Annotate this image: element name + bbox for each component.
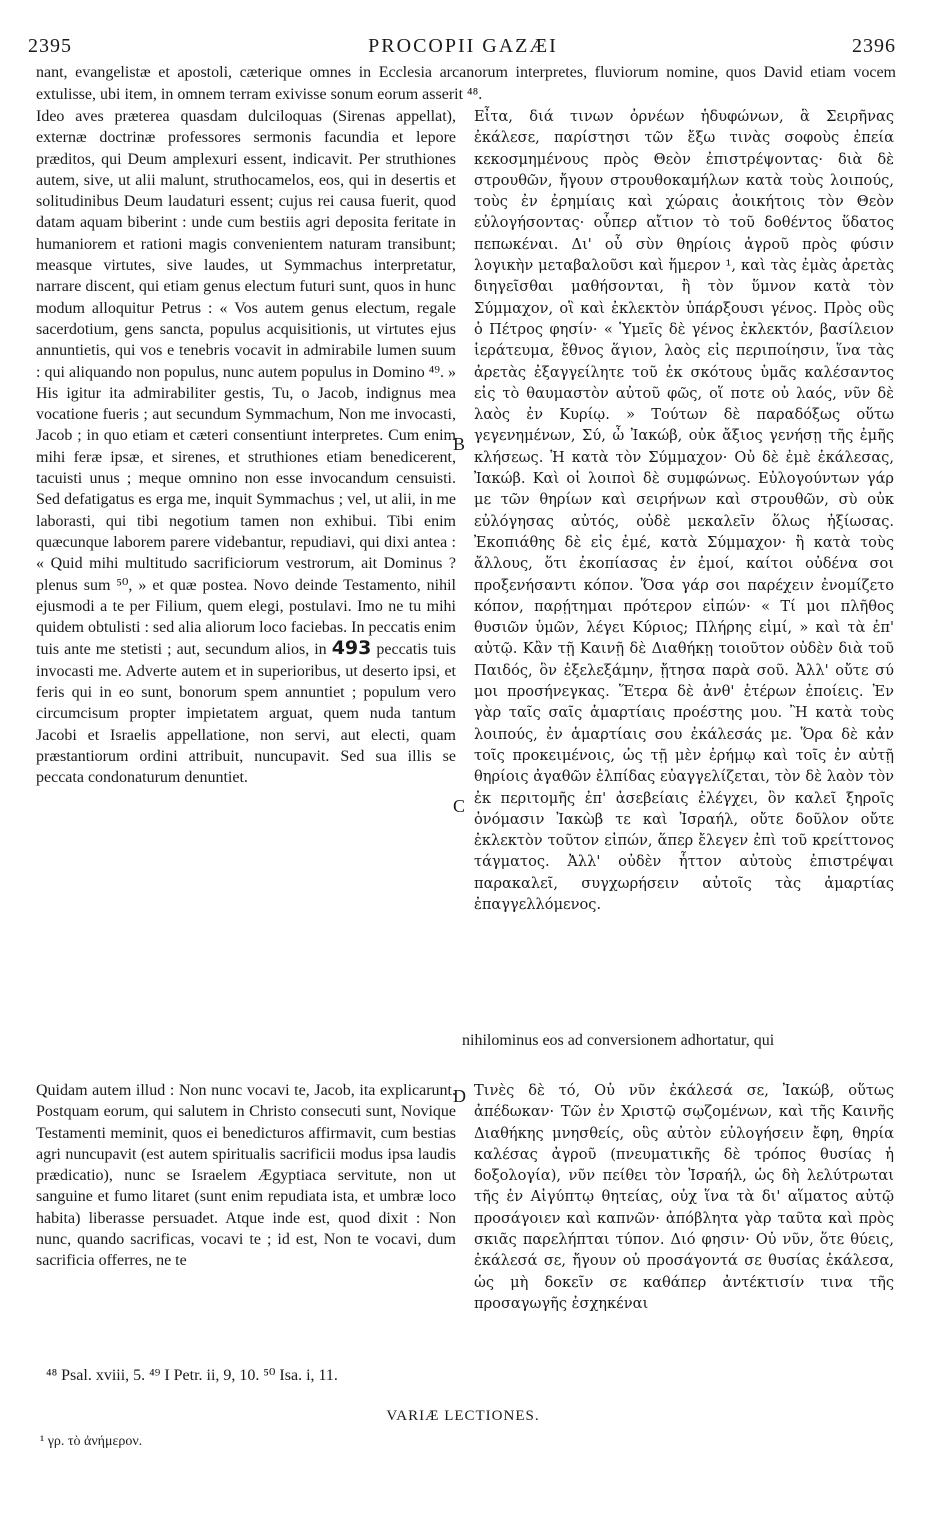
latin-column-block-1 — [36, 106, 456, 789]
margin-letter-b: B — [453, 434, 466, 454]
variae-lectiones-note: ¹ γρ. τὸ ἀνήμερον. — [40, 1434, 143, 1449]
top-full-width-text: nant, evangelistæ et apostoli, cæterique omnes in Ecclesia arcanorum interpretes, fluviorum nomine, quos David etiam vocem extulisse, ubi item, in omnem terram exivisse sonum eorum asserit ⁴⁸. — [36, 64, 896, 103]
margin-letter-d: D — [453, 1086, 466, 1106]
footnotes: ⁴⁸ Psal. xviii, 5. ⁴⁹ I Petr. ii, 9, 10. ⁵⁰ Isa. i, 11. — [46, 1367, 338, 1384]
latin-column-block-2: Quidam autem illud : Non nunc vocavi te, Jacob, ita explicarunt. Postquam eorum, qui salutem in Christo consecuti sunt, Novique Testamenti meminit, quos ei benedicturos affirmavit, cum bestias agri nuncupavit (est autem spiritualis sacrificii modus ipsa laudis prædicatio), nunc se Israelem Ægyptiaca servitute, non ut sanguine et fumo litaret (sunt enim repudiata ista, et umbræ loco habita) liberasse persuadet. Atque inde est, quod dixit : Non nunc, quando sacrificas, vocavi te ; id est, Non te vocavi, dum sacrificia offerres, ne te — [36, 1082, 456, 1270]
migne-page-marker: 493 — [331, 637, 372, 660]
latin-paragraph-1: Ideo aves præterea quasdam dulciloquas (Sirenas appellat), externæ doctrinæ professores sermonis facundia et lepore præditos, qui Deum amplexuri essent, indicavit. Per struthiones autem, sive, ut alii malunt, struthocamelos, eos, qui in desertis et solitudinibus Deum laudaturi essent; cujus rei causa fuerit, quod datam aquam biberint : unde cum bestiis agri deposita feritate in humaniorem et rationi magis convenientem naturam transibunt; measque virtutes, sive laudes, ut Symmachus interpretatur, narrare discent, qui etiam genus electum futuri sunt, quos in hunc modum alloquitur Petrus : « Vos autem genus electum, regale sacerdotium, gens sancta, populus acquisitionis, ut virtutes ejus annuntietis, qui vos e tenebris vocavit in admirabile lumen suum : qui aliquando non populus, nunc autem populus in Domino ⁴⁹. » His igitur ita admirabiliter gestis, Tu, o Jacob, indignus mea vocatione fueris ; aut secundum Symmachum, Non me invocasti, Jacob ; in quo etiam et cæteri consentiunt interpretes. Cum enim mihi feræ ipsæ, et sirenes, et struthiones etiam benedicerent, tacuisti unus ; meque omnino non esse invocandum censuisti. Sed defatigatus es erga me, inquit Symmachus ; vel, ut alii, in me laborasti, qui tibi negotium tamen non exhibui. Tibi enim quæcunque laborem parere videbantur, repudiavi, qui dixi antea : « Quid mihi multitudo sacrificiorum vestrorum, ait Dominus ? plenus sum ⁵⁰, » et quæ postea. Novo deinde Testamento, nihil ejusmodi a te per Filium, quem elegi, postulavi. Imo ne tu mihi quidem obtulisti : sed alia aliorum loco faciebas. In peccatis enim tuis ante me stetisti ; aut, secundum alios, in — [36, 108, 456, 659]
variae-lectiones-heading: VARIÆ LECTIONES. — [386, 1408, 540, 1424]
column-number-left: 2395 — [28, 35, 72, 57]
latin-paragraph-1-end: peccatis tuis invocasti me. Adverte autem et in superioribus, ut deserto ipsi, et feris qui in eo sunt, bonorum spem annuntiet ; populum vero circumcisum propter impietatem arguat, quem nuda tantum Jacobi et Israelis appellatione, non servi, aut electi, quam præstantiorum ordini attribuit, nuncupavit. Sed sua illis se peccata condonaturum denuntiet. — [36, 641, 457, 787]
greek-column-block-1: Εἶτα, διά τινων ὀρνέων ἡδυφώνων, ἃ Σειρῆνας ἐκάλεσε, παρίστησι τῶν ἔξω τινὰς σοφοὺς ἐπεία κεκοσμημένους πρὸς Θεὸν ἐπιστρέψοντας· διὰ δὲ στρουθῶν, ἤγουν στρουθοκαμήλων κατὰ τοὺς λοιπούς, τοὺς ἐν ἐρημίαις καὶ χώραις ἀοικήτοις τὸν Θεὸν εὐλογήσοντας· οὗπερ αἴτιον τὸ τοῦ δοθέντος ὕδατος πεπωκέναι. Δι' οὗ σὺν θηρίοις ἀγροῦ πρὸς φύσιν λογικὴν μεταβαλοῦσι καὶ ἥμερον ¹, καὶ τὰς ἐμὰς ἀρετὰς διηγεῖσθαι μαθήσονται, ἢ τὸν ὕμνον κατὰ τὸν Σύμμαχον, οἳ καὶ ἐκλεκτὸν ὑπάρξουσι γένος. Πρὸς οὓς ὁ Πέτρος φησίν· « Ὑμεῖς δὲ γένος ἐκλεκτόν, βασίλειον ἱεράτευμα, ἔθνος ἅγιον, λαὸς εἰς περιποίησιν, ἵνα τὰς ἀρετὰς ἐξαγγείλητε τοῦ ἐκ σκότους ὑμᾶς καλέσαντος εἰς τὸ θαυμαστὸν αὐτοῦ φῶς, οἵ ποτε οὐ λαός, νῦν δὲ λαὸς ἐν Κυρίῳ. » Τούτων δὲ παραδόξως οὕτω γεγενημένων, Σύ, ὦ Ἰακώβ, οὐκ ἄξιος γενήσῃ τῆς ἐμῆς κλήσεως. Ἡ κατὰ τὸν Σύμμαχον· Οὐ δὲ ἐμὲ ἐκάλεσας, Ἰακώβ. Καὶ οἱ λοιποὶ δὲ συμφώνως. Εὐλογούντων γάρ με τῶν θηρίων καὶ σειρήνων καὶ στρουθῶν, σὺ οὐκ εὐλόγησας αὐτός, οὐδὲ μεκαλεῖν ὅλως ἠξίωσας. Ἐκοπιάθης δὲ εἰς ἐμέ, κατὰ Σύμμαχον· ἢ κατὰ τοὺς ἄλλους, ὅτι ἐκοπίασας ἐν ἐμοί, καίτοι οὐδένα σοι προξενήσαντι κόπον. Ὅσα γάρ σοι παρέχειν ἐνομίζετο κόπον, παρῄτημαι πρότερον εἰπών· « Τί μοι πλῆθος θυσιῶν ὑμῶν, λέγει Κύριος; Πλήρης εἰμί, » καὶ τὰ ἐπ' αὐτῷ. Κἂν τῇ Καινῇ δὲ Διαθήκῃ τοιοῦτον οὐδὲν διὰ τοῦ Παιδός, ὃν ἐξελεξάμην, ᾔτησα παρὰ σοῦ. Ἀλλ' οὔτε σύ μοι προσήνεγκας. Ἕτερα δὲ ἀνθ' ἑτέρων ἐποίεις. Ἐν γὰρ ταῖς σαῖς ἁμαρτίαις προέστης μου. Ἢ κατὰ τοὺς λοιπούς, ἐν ἁμαρτίαις σου ἐκάλεσάς με. Ὅρα δὲ κἀν τοῖς προκειμένοις, ὡς τῇ μὲν ἐρήμῳ καὶ τοῖς ἐν αὐτῇ θηρίοις ἀγαθῶν ἐλπίδας εὐαγγελίζεται, τὸν δὲ λαὸν τὸν ἐκ περιτομῆς ἐπ' ἀσεβείαις ἐλέγχει, ὃν καλεῖ ξηροῖς ὀνόμασιν Ἰακὼβ τε καὶ Ἰσραήλ, οὔτε δοῦλον οὔτε ἐκλεκτὸν τοῦτον εἰπών, ἅπερ ἔλεγεν ἐπὶ τοῦ κρείττονος τάγματος. Ἀλλ' οὐδὲν ἧττον αὐτοὺς ἐπιστρέψαι παρακαλεῖ, συγχωρήσειν αὐτοῖς τὰς ἁμαρτίας ἐπαγγελλόμενος. — [474, 108, 894, 913]
latin-continuation-line: nihilominus eos ad conversionem adhortatur, qui — [462, 1032, 775, 1049]
column-number-right: 2396 — [852, 35, 896, 57]
greek-column-block-2: Τινὲς δὲ τό, Οὐ νῦν ἐκάλεσά σε, Ἰακώβ, οὕτως ἀπέδωκαν· Τῶν ἐν Χριστῷ σῳζομένων, καὶ τῆς Καινῆς Διαθήκης μνησθείς, οὓς αὐτὸν εὐλογήσειν ἔφη, θηρία καλέσας ἀγροῦ (πνευματικῆς δὲ τρόπος θυσίας ἡ δοξολογία), νῦν πείθει τὸν Ἰσραήλ, ὡς δὴ λελύτρωται τῆς ἐν Αἰγύπτῳ θητείας, οὐχ ἵνα τὰ δι' αἵματος αὐτῷ προσάγοιεν καὶ καπνῶν· ἀπόβλητα γὰρ ταῦτα καὶ πρὸς σκιᾶς παρελήπται τύπον. Διό φησιν· Οὐ νῦν, ὅτε θύεις, ἐκάλεσά σε, ἤγουν οὐ προσάγοντά σε θυσίας ἐκάλεσα, ὡς μὴ δοκεῖν σε καθάπερ ἀντέκτισίν τινα τῆς προσαγωγῆς ἐσχηκέναι — [474, 1082, 894, 1312]
running-title: PROCOPII GAZÆI — [368, 35, 558, 57]
margin-letter-c: C — [453, 796, 466, 816]
